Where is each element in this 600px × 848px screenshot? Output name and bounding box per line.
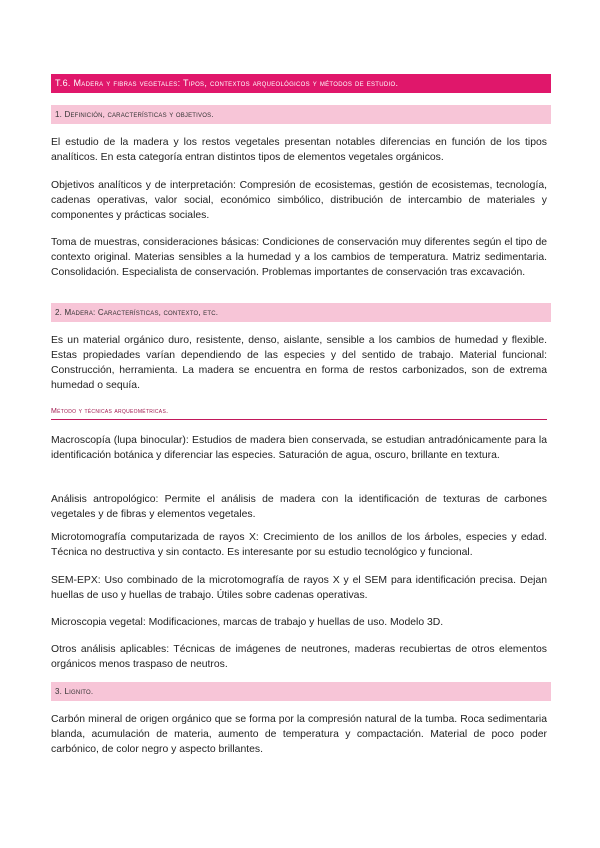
section-heading-2: 2. Madera: Características, contexto, etc. [51,303,551,322]
paragraph: El estudio de la madera y los restos vegetales presentan notables diferencias en función de los tipos analíticos. En esta categoría entran distintos tipos de elementos vegetales orgánicos. [51,137,547,163]
paragraph: Carbón mineral de origen orgánico que se forma por la compresión natural de la tumba. Roca sedimentaria blanda, acumulación de materia, aumento de temperatura y compactación. Material de poco poder carbónico, de color negro y aspecto brillantes. [51,714,547,755]
section-heading-1: 1. Definición, características y objetivos. [51,105,551,124]
method-item: Microtomografía computarizada de rayos X: Crecimiento de los anillos de los árboles, especies y edad. Técnica no destructiva y sin contacto. Es interesante por su estudio tecnológico y funcional. [51,532,547,558]
method-item: Macroscopía (lupa binocular): Estudios de madera bien conservada, se estudian antradónicamente para la identificación botánica y diferenciar las especies. Saturación de agua, oscuro, brillante en textura. [51,435,547,461]
method-item: Otros análisis aplicables: Técnicas de imágenes de neutrones, maderas recubiertas de otros elementos orgánicos menos traspaso de neutros. [51,644,547,670]
method-item: SEM-EPX: Uso combinado de la microtomografía de rayos X y el SEM para identificación precisa. Dejan huellas de uso y huellas de trabajo. Útiles sobre cadenas operativas. [51,575,547,601]
section-heading-3: 3. Lignito. [51,682,551,701]
subsection-heading: Método y técnicas arqueométricas. [51,408,547,420]
paragraph: Toma de muestras, consideraciones básicas: Condiciones de conservación muy diferentes según el tipo de contexto original. Materias sensibles a la humedad y a los cambios de temperatura. Matriz sedimentaria. Consolidación. Especialista de conservación. Problemas importantes de conservación tras excavación. [51,237,547,278]
method-item: Análisis antropológico: Permite el análisis de madera con la identificación de texturas de carbones vegetales y de fibras y elementos vegetales. [51,494,547,520]
document-title: T.6. Madera y fibras vegetales: Tipos, contextos arqueológicos y métodos de estudio. [51,74,551,93]
method-item: Microscopia vegetal: Modificaciones, marcas de trabajo y huellas de uso. Modelo 3D. [51,617,444,628]
paragraph: Objetivos analíticos y de interpretación: Compresión de ecosistemas, gestión de ecosistemas, tecnología, cadenas operativas, valor social, económico simbólico, distribución de intercambio de materiales y componentes y prácticas sociales. [51,180,547,221]
paragraph: Es un material orgánico duro, resistente, denso, aislante, sensible a los cambios de humedad y flexible. Estas propiedades varían dependiendo de las especies y del sentido de trabajo. Material funcional: Construcción, herramienta. La madera se encuentra en forma de restos carbonizados, son de extrema humedad o sequía. [51,335,547,391]
